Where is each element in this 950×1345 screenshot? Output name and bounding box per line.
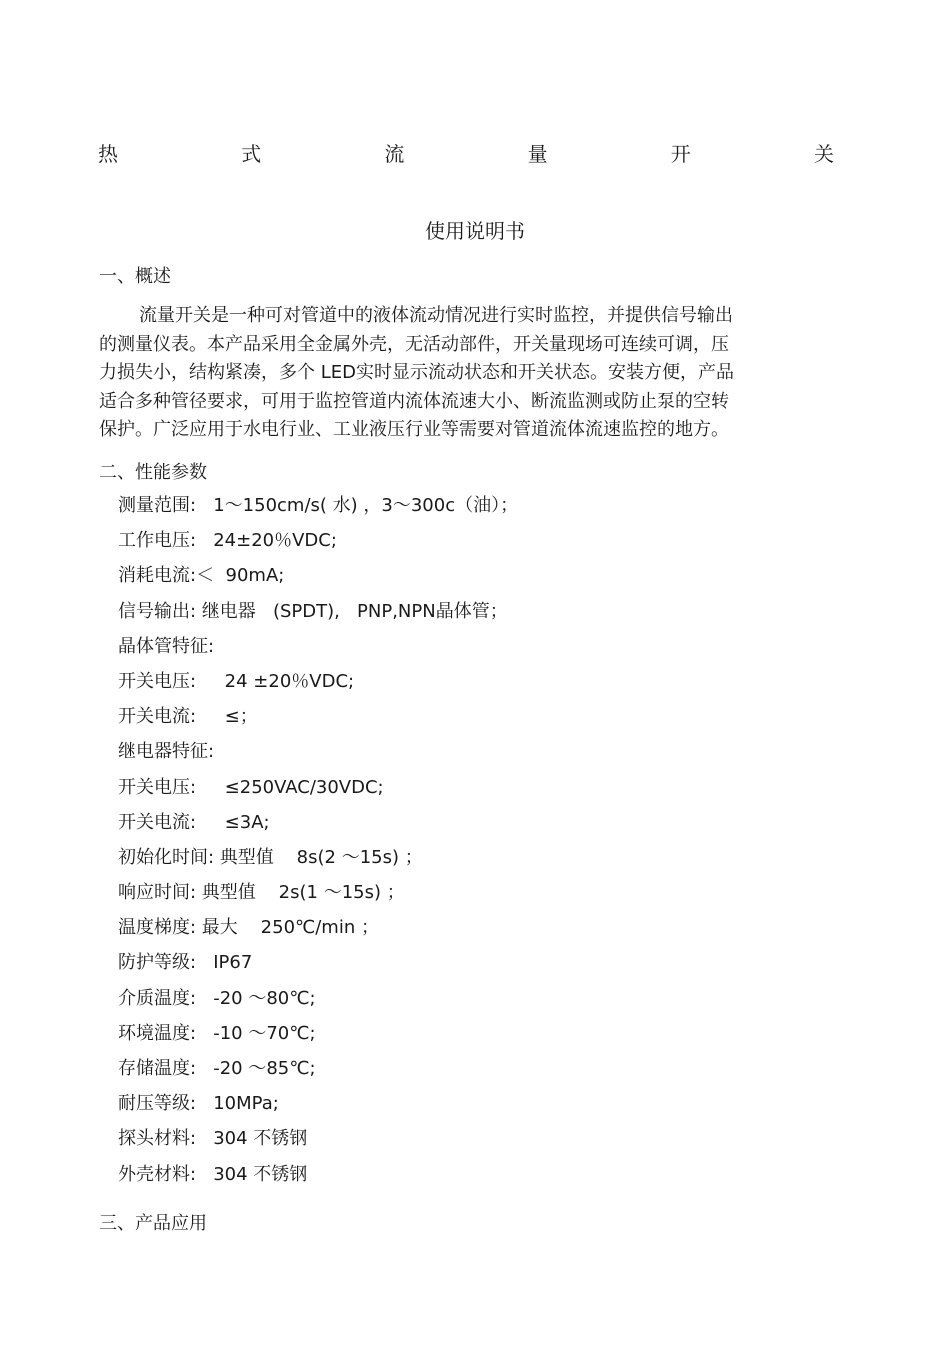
param-row: 环境温度: -10 ～70℃; [118,1022,316,1044]
section-heading-overview: 一、概述 [99,266,171,287]
param-row: 信号输出: 继电器 (SPDT), PNP,NPN晶体管； [118,600,508,622]
param-row: 继电器特征: [118,741,215,763]
paragraph-line: 力损失小，结构紧凑，多个 LED实时显示流动状态和开关状态。安装方便，产品 [99,362,734,383]
param-row: 响应时间: 典型值 2s(1 ～15s) ； [118,882,405,904]
paragraph-line: 保护。广泛应用于水电行业、工业液压行业等需要对管道流体流速监控的地方。 [99,419,729,440]
title-char: 式 [241,142,262,166]
title-char: 开 [670,142,691,166]
title-char: 量 [527,142,548,166]
param-row: 防护等级: IP67 [118,952,253,974]
document-subtitle: 使用说明书 [425,219,525,243]
section-heading-params: 二、性能参数 [99,462,207,483]
title-char: 关 [813,142,834,166]
param-row: 初始化时间: 典型值 8s(2 ～15s) ； [118,846,423,868]
param-row: 介质温度: -20 ～80℃; [118,987,316,1009]
param-row: 存储温度: -20 ～85℃; [118,1058,316,1079]
title-char: 热 [98,142,118,166]
param-row: 温度梯度: 最大 250℃/min ； [118,917,379,939]
param-row: 耐压等级: 10MPa; [118,1093,279,1115]
document-title [98,138,834,167]
param-row: 开关电压: 24 ±20％VDC; [118,670,355,692]
param-row: 外壳材料: 304 不锈钢 [118,1163,308,1185]
param-row: 开关电压: ≤250VAC/30VDC; [118,776,384,798]
param-row: 测量范围: 1～150cm/s( 水) ，3～300c（油）； [118,495,519,516]
param-row: 开关电流: ≤； [118,706,258,728]
paragraph-line: 适合多种管径要求，可用于监控管道内流体流速大小、断流监测或防止泵的空转 [99,390,729,412]
param-row: 晶体管特征: [118,635,215,657]
param-row: 工作电压: 24±20％VDC; [118,530,337,552]
param-list [118,493,518,1197]
param-row: 消耗电流:＜ 90mA; [118,565,285,587]
paragraph-line: 流量开关是一种可对管道中的液体流动情况进行实时监控，并提供信号输出 [139,305,733,326]
param-row: 开关电流: ≤3A; [118,811,270,833]
param-row: 探头材料: 304 不锈钢 [118,1128,308,1150]
overview-paragraph [99,302,799,445]
section-heading-application: 三、产品应用 [99,1213,207,1234]
paragraph-line: 的测量仪表。本产品采用全金属外壳，无活动部件，开关量现场可连续可调，压 [99,333,729,355]
title-char: 流 [384,142,405,166]
